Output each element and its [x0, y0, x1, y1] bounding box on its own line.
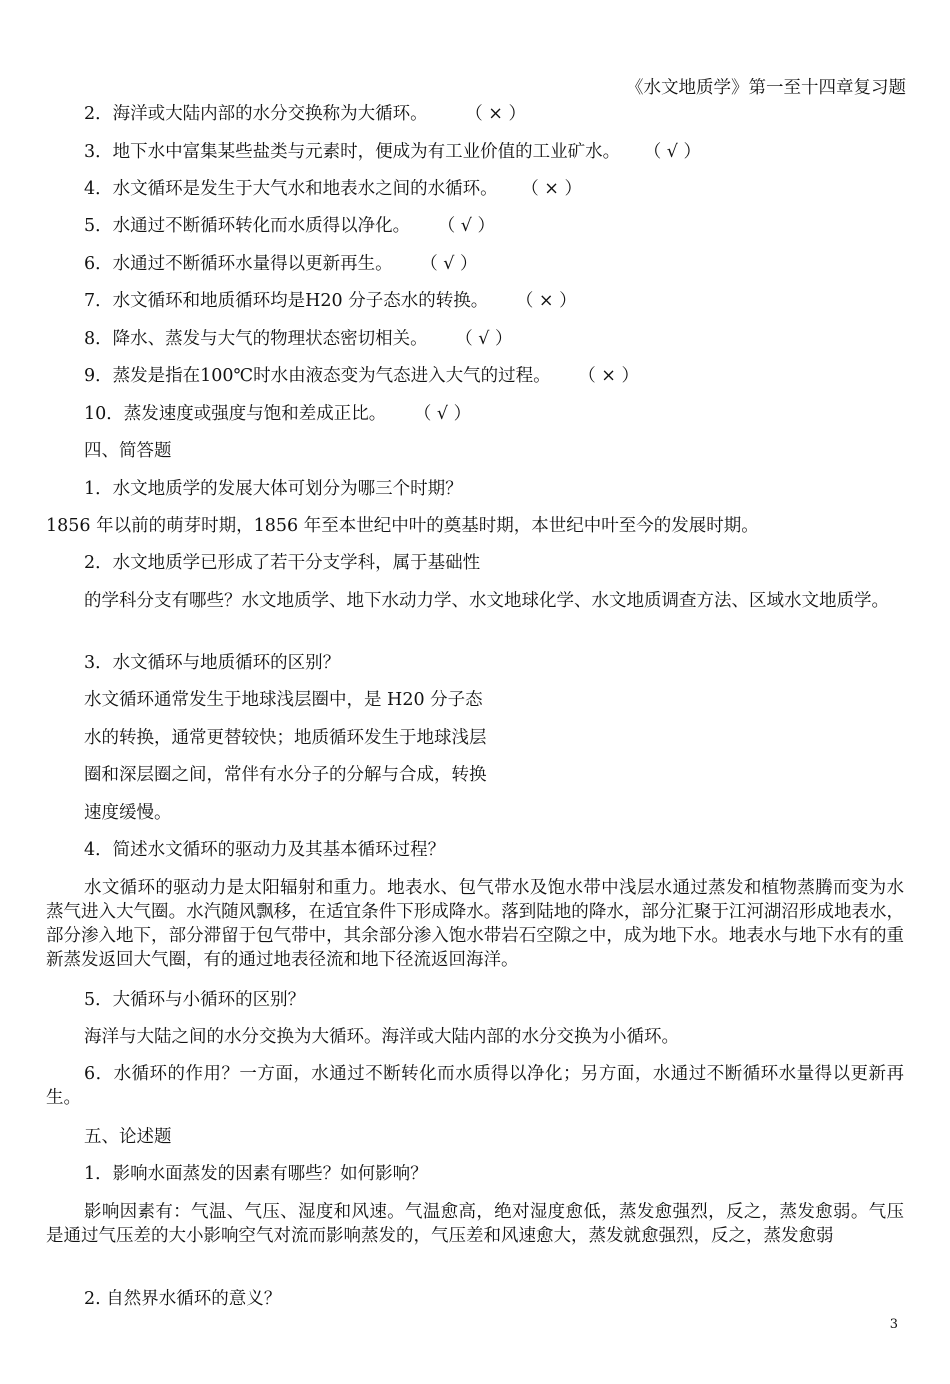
tf-statement: 3．地下水中富集某些盐类与元素时，便成为有工业价值的工业矿水。	[84, 142, 621, 162]
page-number: 3	[889, 1317, 898, 1332]
tf-item	[84, 104, 526, 124]
tf-answer: （ × ）	[465, 104, 527, 124]
answer-text: 的学科分支有哪些？水文地质学、地下水动力学、水文地球化学、水文地质调查方法、区域水文地质学。	[84, 591, 889, 611]
tf-statement: 5．水通过不断循环转化而水质得以净化。	[84, 216, 411, 236]
answer-line: 圈和深层圈之间，常伴有水分子的分解与合成，转换	[84, 765, 487, 785]
answer-text: 1856 年以前的萌芽时期，1856 年至本世纪中叶的奠基时期，本世纪中叶至今的发展时期。	[46, 516, 759, 536]
section-heading-essay: 五、论述题	[84, 1127, 172, 1147]
question-text: 1．水文地质学的发展大体可划分为哪三个时期？	[84, 479, 463, 499]
tf-item	[84, 291, 577, 311]
tf-item	[84, 216, 495, 236]
tf-answer: （ √ ）	[420, 254, 478, 274]
section-heading-short-answer: 四、简答题	[84, 441, 172, 461]
tf-statement: 6．水通过不断循环水量得以更新再生。	[84, 254, 393, 274]
tf-answer: （ × ）	[521, 179, 583, 199]
answer-text: 水文循环的驱动力是太阳辐射和重力。地表水、包气带水及饱水带中浅层水通过蒸发和植物蒸腾而变为水蒸气进入大气圈。水汽随风飘移，在适宜条件下形成降水。落到陆地的降水，部分汇聚于江河湖沼形成地表水，部分渗入地下，部分滞留于包气带中，其余部分渗入饱水带岩石空隙之中，成为地下水。地表水与地下水有的重新蒸发返回大气圈，有的通过地表径流和地下径流返回海洋。	[46, 878, 904, 970]
question-text: 4．简述水文循环的驱动力及其基本循环过程？	[84, 840, 446, 860]
question-text: 2. 自然界水循环的意义？	[84, 1289, 282, 1309]
question-text: 2．水文地质学已形成了若干分支学科，属于基础性	[84, 553, 481, 573]
tf-statement: 8．降水、蒸发与大气的物理状态密切相关。	[84, 329, 428, 349]
answer-text: 影响因素有：气温、气压、湿度和风速。气温愈高，绝对湿度愈低，蒸发愈强烈，反之，蒸发愈弱。气压是通过气压差的大小影响空气对流而影响蒸发的，气压差和风速愈大，蒸发就愈强烈，反之，蒸发愈弱	[46, 1202, 904, 1246]
tf-item	[84, 179, 582, 199]
question-text: 6．水循环的作用？一方面，水通过不断转化而水质得以净化；另方面，水通过不断循环水量得以更新再生。	[46, 1064, 904, 1108]
answer-line: 速度缓慢。	[84, 803, 172, 823]
tf-item	[84, 254, 478, 274]
tf-statement: 10．蒸发速度或强度与饱和差成正比。	[84, 404, 387, 424]
tf-item	[84, 404, 471, 424]
tf-item	[84, 329, 513, 349]
tf-item	[84, 366, 639, 386]
question-text: 1．影响水面蒸发的因素有哪些？如何影响？	[84, 1164, 428, 1184]
tf-statement: 4．水文循环是发生于大气水和地表水之间的水循环。	[84, 179, 498, 199]
tf-answer: （ √ ）	[413, 404, 472, 424]
tf-answer: （ × ）	[515, 291, 577, 311]
tf-answer: （ √ ）	[437, 216, 495, 236]
tf-item	[84, 142, 701, 162]
answer-text: 海洋与大陆之间的水分交换为大循环。海洋或大陆内部的水分交换为小循环。	[84, 1027, 679, 1047]
question-text: 3．水文循环与地质循环的区别？	[84, 653, 341, 673]
tf-answer: （ √ ）	[455, 329, 513, 349]
answer-line: 水文循环通常发生于地球浅层圈中，是 H20 分子态	[84, 690, 483, 710]
tf-statement: 9．蒸发是指在100℃时水由液态变为气态进入大气的过程。	[84, 366, 551, 386]
tf-statement: 2．海洋或大陆内部的水分交换称为大循环。	[84, 104, 428, 124]
tf-statement: 7．水文循环和地质循环均是H20 分子态水的转换。	[84, 291, 489, 311]
answer-line: 水的转换，通常更替较快；地质循环发生于地球浅层	[84, 728, 487, 748]
header-title: 《水文地质学》第一至十四章复习题	[626, 78, 906, 98]
question-text: 5．大循环与小循环的区别？	[84, 990, 306, 1010]
tf-answer: （ × ）	[578, 366, 639, 386]
tf-answer: （ √ ）	[643, 142, 701, 162]
